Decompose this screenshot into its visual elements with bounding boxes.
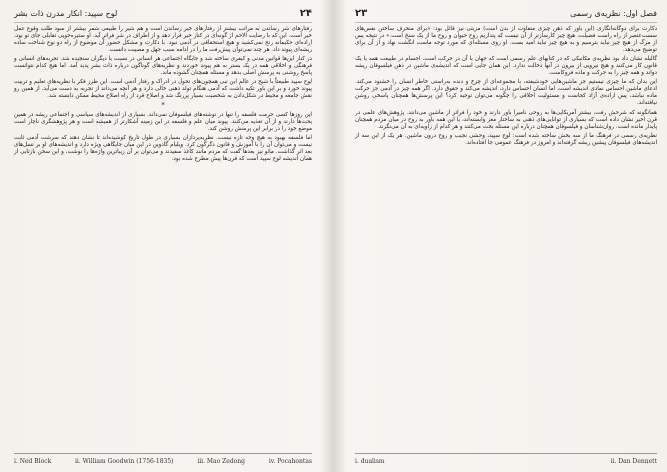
- paragraph: اما فلسفه بهبود به هیچ وجه تازه نیست. نظریه‌پردازان بسیاری در طول تاریخ کوشیده‌اند تا نشان دهند که سرشت آدمی ثابت نیست و می‌توان آن را با آموزش و قانون دگرگون کرد. ویلیام گادوین در این میان جایگاهی ویژه دارد و اندیشه‌های او بر نسل‌های بعد اثر گذاشت. مائو نیز بعدها گفت که مردم مانند کاغذ سفیدند و می‌توان بر آن زیباترین واژه‌ها را نوشت، و این سخن بازتابی از همان اندیشه لوح سپید است که قرن‌ها پیش مطرح شده بود.: [14, 134, 312, 162]
- running-title: لوح سپید: انکار مدرن ذات بشر: [14, 9, 118, 18]
- footnote: ii. Dan Dennett: [610, 457, 657, 465]
- paragraph: در کنار این‌ها قوانین مدنی و کیفری ساخته شد و جایگاه اجتماعی هر انسانی در نسبت با دیگران سنجیده شد. تجربه‌های انسانی و فرهنگی و اخلاقی همه در یک بستر به هم پیوند خوردند و نظریه‌های گوناگون درباره ذات بشر پدید آمد. اما هیچ کدام نتوانست پاسخ روشنی به پرسش اصلی بدهد و مسئله همچنان گشوده ماند.: [14, 56, 312, 77]
- running-title: فصل اول: نظریه‌ی رسمی: [570, 9, 657, 18]
- paragraph: این بدان که ما چیزی نیستیم جز ماشین‌هایی خودشیفته، با مجموعه‌ای از چرخ و دنده به‌راستی خاطر انسان را خشنود می‌کند. ادعای ماشین احساس نمادی اندیشه است، اما انسان احساس دارد، اندیشه می‌کند و حقوق دارد. اگر همه چیز در آدمی جز حرکت ماده نباشد، پس اراده‌ی آزاد کجاست و مسئولیت اخلاقی را چگونه می‌توان توجیه کرد؟ این پرسش‌ها همچنان پاسخی روشن نیافته‌اند.: [355, 79, 657, 107]
- footnote: iii. Mao Zedong: [197, 457, 246, 465]
- paragraph: رفتارهای شر رساندن به مراتب بیشتر از رفتارهای خیر رساندن است و هم شیر را طبیعی شمر بیشتر از سود طلب وقوع عمل خیر است. این که با رضایت الاحم از گونه‌ای در کنار خیر قرار دهد و از اطراف در شر فراتر آید. او ستیزه‌جویی تقابلی جای تو بود، اراده‌ای حکیمانه رنج نمی‌کشید و هیچ استحقاقی در آدمی نبود. با دکارت و مشکل حضور آن موضوع از راه دو نوع شناخت ساده ریشه‌ای پیوند داد. هر چند نمی‌توان پیش‌رفت ما را در ادامه سبب جهل و مصیبت دانست.: [14, 26, 312, 54]
- paragraph: همانگونه که شرحش رفت، بیشتر آمریکایی‌ها به روحی نامیرا باور دارند و خود را فراتر از ماشین می‌دانند. پژوهش‌های علمی در قرن اخیر نشان داده است که بسیاری از توانایی‌های ذهنی به ساختار مغز وابسته‌اند، با این همه باور به روح در میان مردم همچنان پایدار مانده است. روان‌شناسان و فیلسوفان همچنان درباره این مسئله بحث می‌کنند و هر کدام از زاویه‌ای به آن می‌نگرند.: [355, 109, 657, 130]
- footnote: i. dualism: [355, 457, 385, 465]
- section-separator: *: [161, 101, 165, 110]
- footnotes: [14, 453, 312, 468]
- paragraph: دکارت برای دوگانه‌انگاری (این باور که ذهن چیزی متفاوت از بدن است) مزیتی نیز قائل بود: «برای منحرف ساختن نفس‌های سست‌عنصر از راه راست فضیلت، هیچ چیز کارسازتر از آن نیست که پنداریم روح حیوان و روح ما از یک سنخ است.» در نتیجه پس از مرگ از هیچ چیز نباید بترسیم و به هیچ چیز نباید امید بست. او روی مسئله‌ای که مورد توجه ماست انگشت نهاد و از آن برای توضیح می‌دهد.: [355, 26, 657, 54]
- paragraph: این روزها کسی حرمت فلسفه را تنها در نوشته‌های فیلسوفان نمی‌داند. بسیاری از اندیشه‌های سیاسی و اجتماعی ریشه در همین بحث‌ها دارند و از آن تغذیه می‌کنند. پیوند میان علم و فلسفه در این زمینه آشکارتر از همیشه است و هر پژوهشگری ناچار است موضع خود را در برابر این پرسش روشن کند.: [14, 111, 312, 132]
- paragraph: نظریه‌ی رسمی در فرهنگ ما از سه بخش ساخته شده است: لوح سپید، وحشی نجیب و روح درون ماشین. هر یک از این سه از اندیشه‌های فیلسوفان پیشین ریشه گرفته‌اند و امروز در فرهنگ عمومی جا افتاده‌اند.: [355, 132, 657, 146]
- left-page: [343, 0, 667, 472]
- page-number: ۲۳: [355, 8, 368, 19]
- page-header: [355, 8, 657, 23]
- right-page: [0, 0, 324, 472]
- paragraph: گالیله نشان داد بود نظریه‌ی مکانیکی که در کتابهای علم رسمی است که جهان با آن در حرکت است. اجسام در طبیعت همه با یک قانون کار می‌کنند و هیچ نیرویی از بیرون در آنها دخالت ندارد. این همان جایی است که اندیشه‌ی ماشین در ذهن فیلسوفان ریشه دواند و همه چیز را به حرکت و ماده فروکاست.: [355, 56, 657, 77]
- footnotes: [355, 453, 657, 468]
- page-body: [355, 26, 657, 147]
- footnote: ii. William Goodwin (1756-1835): [75, 457, 174, 465]
- page-number: ۲۴: [299, 8, 312, 19]
- footnote: i. Ned Block: [14, 457, 52, 465]
- page-header: [14, 8, 312, 23]
- page-body: [14, 26, 312, 163]
- footnote: iv. Pocahontas: [268, 457, 312, 465]
- paragraph: لوح سپید طبیعتاً با شیح در عالم این نبی همچون‌های تحول در ادراک و رفتار آدمی است. این طرز فکر با نظریه‌های تعلیم و تربیت پیوند خورد و بر این باور تکیه داشت که آدمی هنگام تولد ذهنی خالی دارد و هر آنچه می‌داند از تجربه به دست می‌آید. از همین رو نقش جامعه و محیط در شکل‌دادن به شخصیت بسیار پررنگ شد و اصلاح فرد از راه اصلاح محیط ممکن دانسته شد.: [14, 79, 312, 100]
